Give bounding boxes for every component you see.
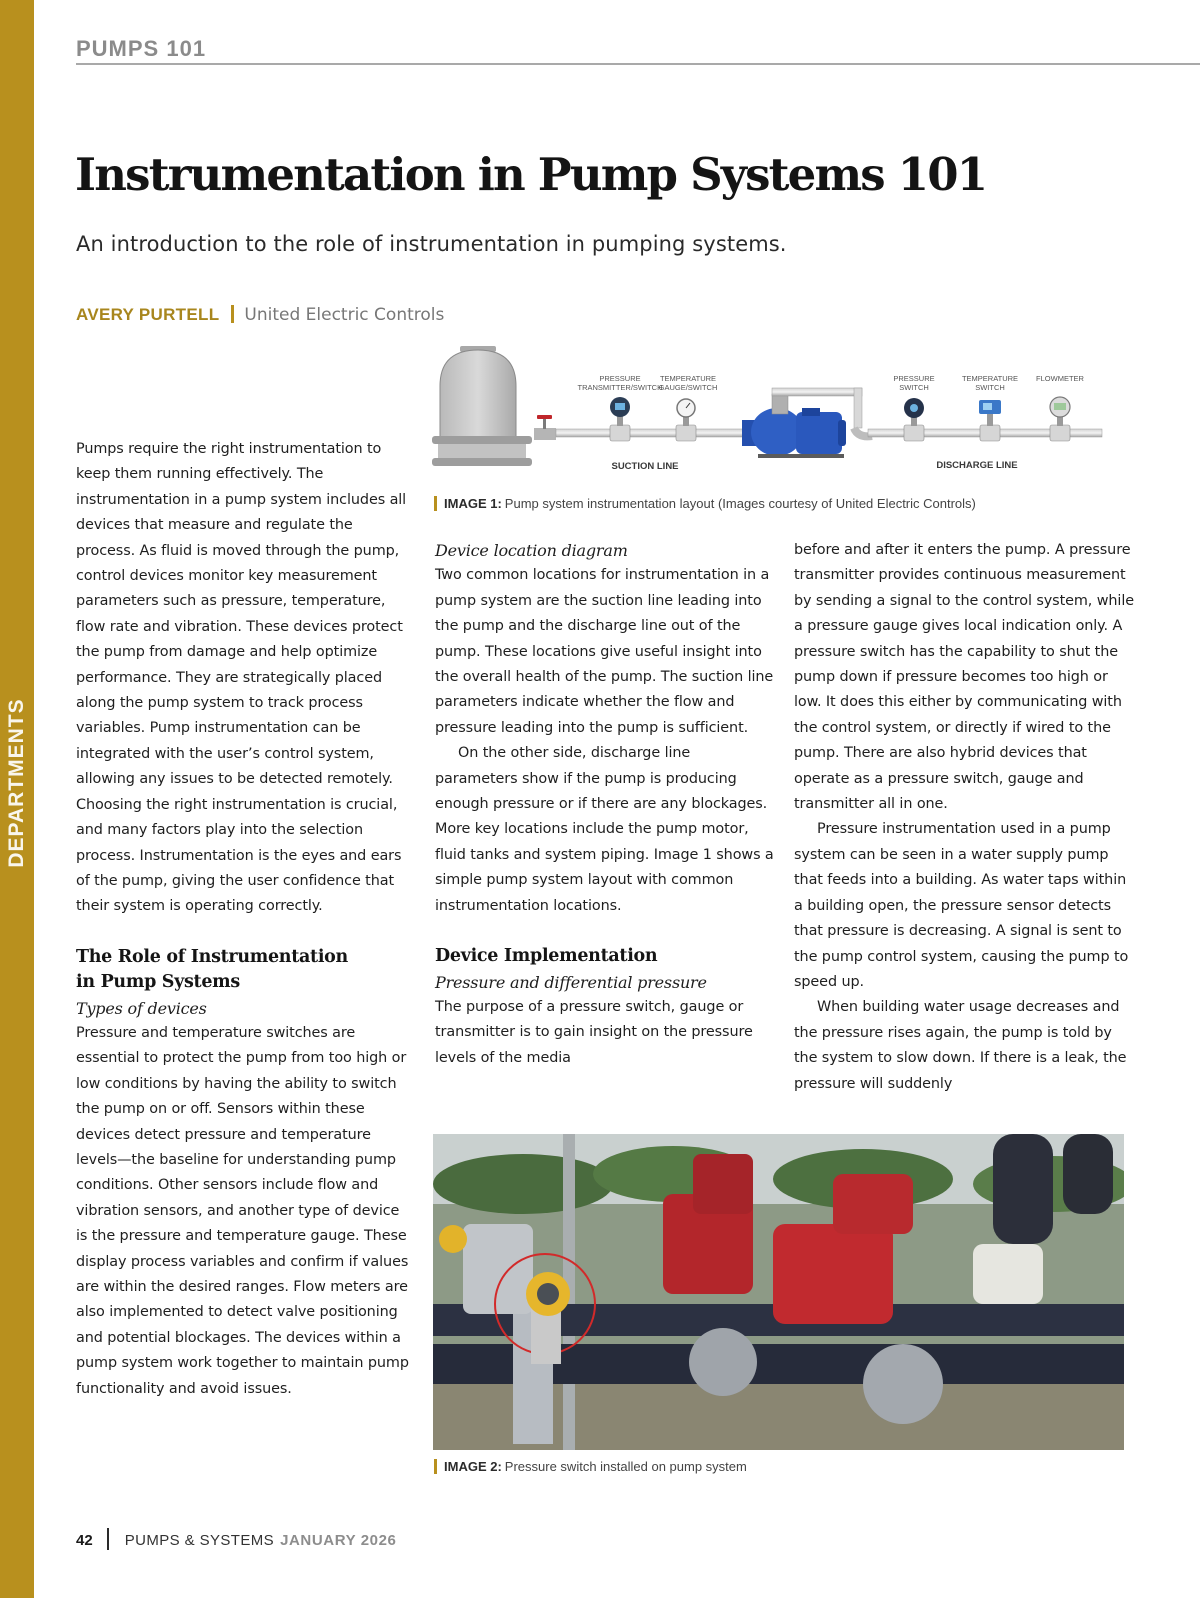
subheading-types-of-devices: Types of devices bbox=[76, 998, 207, 1018]
label-pressure-switch-2: SWITCH bbox=[899, 383, 929, 392]
issue-date: JANUARY 2026 bbox=[280, 1532, 397, 1549]
temperature-gauge-icon bbox=[676, 399, 696, 441]
author-company: United Electric Controls bbox=[244, 305, 445, 325]
publication-name: PUMPS & SYSTEMS bbox=[124, 1532, 275, 1549]
label-temperature-switch-1: TEMPERATURE bbox=[961, 374, 1019, 383]
label-temperature-gauge-1: TEMPERATURE bbox=[659, 374, 717, 383]
subheading-device-location: Device location diagram bbox=[435, 541, 628, 560]
pressure-switch-photo bbox=[433, 1134, 1124, 1450]
label-pressure-switch-1: PRESSURE bbox=[893, 374, 935, 383]
page-number: 42 bbox=[76, 1532, 93, 1549]
caption-label: IMAGE 1: bbox=[444, 496, 502, 511]
pump-instrumentation-diagram bbox=[432, 346, 1124, 486]
caption-text: Pump system instrumentation layout (Images courtesy of United Electric Controls) bbox=[504, 496, 976, 511]
valve-icon bbox=[534, 415, 556, 440]
article-subtitle: An introduction to the role of instrumentation in pumping systems. bbox=[76, 232, 787, 256]
pressure-transmitter-icon bbox=[610, 397, 630, 441]
column-1 bbox=[76, 437, 414, 1402]
label-pressure-transmitter-2: TRANSMITTER/SWITCH bbox=[577, 383, 663, 392]
leak-paragraph: When building water usage decreases and the pressure rises again, the pump is told by the system to slow down. If there is a leak, the pressure will suddenly bbox=[794, 999, 1127, 1092]
image2-caption bbox=[434, 1459, 747, 1474]
footer-divider bbox=[107, 1528, 109, 1550]
section-side-label: DEPARTMENTS bbox=[5, 698, 28, 868]
author-name: AVERY PURTELL bbox=[76, 305, 220, 324]
label-suction-line: SUCTION LINE bbox=[611, 461, 679, 472]
temperature-switch-icon bbox=[979, 400, 1001, 441]
label-temperature-switch-2: SWITCH bbox=[975, 383, 1005, 392]
section-heading-role-line1: The Role of Instrumentation bbox=[76, 946, 348, 967]
pressure-switch-icon bbox=[904, 398, 924, 441]
pressure-paragraph-continued: before and after it enters the pump. A pressure transmitter provides continuous measurement by sending a signal to the control system, while a pressure gauge gives local indication only. A pressure switch has the capability to shut the pump down if pressure becomes too high or low. It does this either by communicating with the control system, or directly if wired to the pump. There are also hybrid devices that operate as a pressure switch, gauge and transmitter all in one. bbox=[794, 542, 1134, 813]
intro-paragraph: Pumps require the right instrumentation to keep them running effectively. The instrumentation in a pump system includes all devices that measure and regulate the process. As fluid is moved through the pump, control devices monitor key measurement parameters such as pressure, temperature, flow rate and vibration. These devices protect the pump from damage and help optimize performance. They are strategically placed along the pump system to track process variables. Pump instrumentation can be integrated with the user’s control system, allowing any issues to be detected remotely. Choosing the right instrumentation is crucial, and many factors play into the selection process. Instrumentation is the eyes and ears of the pump, giving the user confidence that their system is operating correctly. bbox=[76, 441, 407, 915]
label-temperature-gauge-2: GAUGE/SWITCH bbox=[658, 383, 718, 392]
column-2 bbox=[435, 538, 775, 1071]
byline bbox=[76, 305, 444, 325]
caption-bar bbox=[434, 496, 437, 511]
image1-caption bbox=[434, 496, 976, 511]
header-rule bbox=[76, 63, 1200, 65]
subheading-differential-pressure: Pressure and differential pressure bbox=[435, 972, 707, 992]
pump-icon bbox=[742, 394, 846, 458]
page-footer bbox=[76, 1528, 396, 1550]
caption-label: IMAGE 2: bbox=[444, 1459, 502, 1474]
label-flowmeter: FLOWMETER bbox=[1036, 374, 1084, 383]
device-location-paragraph-1: Two common locations for instrumentation in a pump system are the suction line leading into the pump and the discharge line out of the pump. These locations give useful insight into the overall health of the pump. The suction line parameters indicate whether the flow and pressure leading into the pump is sufficient. bbox=[435, 567, 774, 736]
caption-bar bbox=[434, 1459, 437, 1474]
label-discharge-line: DISCHARGE LINE bbox=[936, 460, 1018, 471]
article-title: Instrumentation in Pump Systems 101 bbox=[75, 148, 987, 201]
section-tag: PUMPS 101 bbox=[76, 36, 207, 61]
flowmeter-icon bbox=[1050, 397, 1070, 441]
water-supply-paragraph: Pressure instrumentation used in a pump system can be seen in a water supply pump that feeds into a building. As water taps within a building open, the pressure sensor detects that pressure is decreasing. A signal is sent to the pump control system, causing the pump to speed up. bbox=[794, 821, 1129, 990]
section-heading-implementation: Device Implementation bbox=[435, 946, 658, 967]
label-pressure-transmitter-1: PRESSURE bbox=[599, 374, 641, 383]
section-heading-role-line2: in Pump Systems bbox=[76, 972, 240, 993]
caption-text: Pressure switch installed on pump system bbox=[504, 1459, 747, 1474]
device-location-paragraph-2: On the other side, discharge line parameters show if the pump is producing enough pressure or if there are any blockages. More key locations include the pump motor, fluid tanks and system piping. Image 1 shows a simple pump system layout with common instrumentation locations. bbox=[435, 745, 774, 914]
types-of-devices-paragraph: Pressure and temperature switches are essential to protect the pump from too high or low conditions by having the ability to switch the pump on or off. Sensors within these devices detect pressure and temperature levels—the baseline for understanding pump conditions. Other sensors include flow and vibration sensors, and another type of device is the pressure and temperature gauge. These display process variables and confirm if values are within the desired ranges. Flow meters are also implemented to detect valve positioning and potential blockages. The devices within a pump system work together to maintain pump functionality and avoid issues. bbox=[76, 1024, 409, 1397]
column-3 bbox=[794, 538, 1134, 1097]
tank-icon bbox=[432, 346, 532, 466]
byline-divider bbox=[231, 305, 234, 323]
pressure-paragraph-start: The purpose of a pressure switch, gauge or transmitter is to gain insight on the pressure levels of the media bbox=[435, 998, 753, 1066]
suction-pipe bbox=[556, 429, 746, 437]
